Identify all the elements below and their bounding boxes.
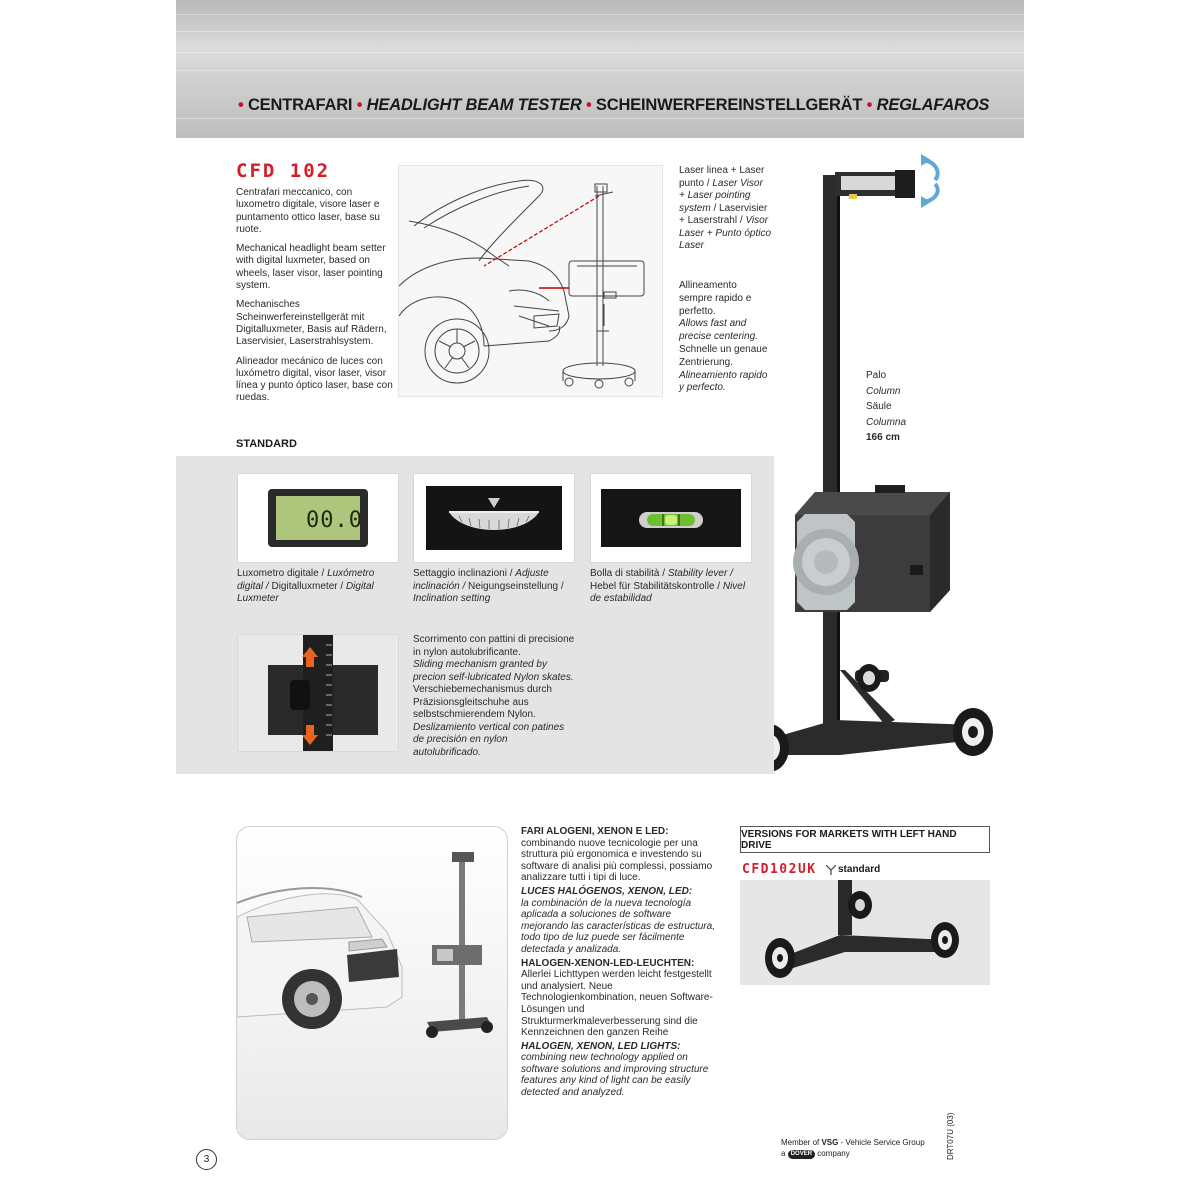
spirit-level-icon <box>591 474 751 562</box>
column-label: Palo Column Säule Columna 166 cm <box>866 370 907 443</box>
versions-heading: VERSIONS FOR MARKETS WITH LEFT HAND DRIVE <box>740 826 990 853</box>
desc-de: Mechanisches Scheinwerfereinstellgerät mit Digitalluxmeter, Basis auf Rädern, Laservisier, Laserstrahlsystem. <box>236 299 387 348</box>
header-band <box>176 0 1024 138</box>
uk-base-photo <box>740 880 990 985</box>
model-description <box>236 187 396 412</box>
luxmeter-caption: Luxometro digitale / Luxómetro digital / Digitalluxmeter / Digital Luxmeter <box>237 568 375 604</box>
luxmeter-thumb <box>237 473 399 563</box>
laser-description: Laser linea + Laser punto / Laser Visor + Laser pointing system / Laservisier + Laserstrahl / Visor Laser + Punto óptico Laser <box>679 165 772 251</box>
inclination-dial-icon <box>414 474 574 562</box>
desc-en: Mechanical headlight beam setter with digital luxmeter, based on wheels, laser visor, laser pointing system. <box>236 243 386 292</box>
level-thumb <box>590 473 752 563</box>
car-with-tester-photo <box>236 826 508 1140</box>
model-title: CFD 102 <box>236 160 331 182</box>
inclination-caption: Settaggio inclinazioni / Adjuste inclinación / Neigungseinstellung / Inclination setting <box>413 568 564 604</box>
sliding-thumb <box>237 634 399 752</box>
car-tester-image <box>237 827 508 1140</box>
member-note: Member of VSG - Vehicle Service Group a DOVER company <box>781 1138 925 1158</box>
inclination-thumb <box>413 473 575 563</box>
car-drawing-icon <box>399 166 664 398</box>
level-caption: Bolla di stabilità / Stability lever / Hebel für Stabilitätskontrolle / Nivel de estabilidad <box>590 568 746 604</box>
alignment-description: Allineamento sempre rapido e perfetto. Allows fast and precise centering. Schnelle un genaue Zentrierung. Alineamiento rapido y perfecto. <box>679 280 768 394</box>
sliding-description: Scorrimento con pattini di precisione in nylon autolubrificante. Sliding mechanism granted by precion self-lubricated Nylon skates. Verschiebemechanismus durch Präzisionsgleitschuhe aus selbstschmierendem Nylon. Deslizamiento vertical con patines de precisión en nylon autolubrificado. <box>413 634 575 758</box>
sliding-mechanism-icon <box>238 635 398 751</box>
dover-logo: DOVER <box>788 1150 815 1159</box>
technical-drawing <box>398 165 663 397</box>
page-title: • CENTRAFARI • HEADLIGHT BEAM TESTER • SCHEINWERFEREINSTELLGERÄT • REGLAFAROS <box>238 96 990 114</box>
lcd-value: 00.0 <box>306 508 363 533</box>
lights-description: FARI ALOGENI, XENON E LED: combinando nuove tecnicologie per una struttura più ergonomica e investendo su software di analisi più complessi, possiamo analizzare tutti i tipi di luce. LUCES HALÓGENOS, XENON, LED: la combinación de la nueva tecnología aplicada a soluciones de software mejorando las características de estructura, todo tipo de luz puede ser fácilmente detectada y analizada. HALOGEN-XENON-LED-LEUCHTEN: Allerlei Lichttypen werden leicht festgestellt und analysiert. Neue Technologienkombination, neuen Software-Lösungen und Strukturmerkmaleverbesserung sind die Kennzeichnen den ganzen Reihe HALOGEN, XENON, LED LIGHTS: combining new technology applied on software solutions and improving structure features any kind of light can be easily detected and analyzed. <box>521 826 715 1099</box>
document-code: DRT07U (03) <box>946 1112 955 1160</box>
uk-standard-label: standard <box>838 864 881 875</box>
headlight-tester-product-image <box>745 150 1005 780</box>
page-number: 3 <box>196 1149 217 1170</box>
uk-flag-icon <box>826 865 836 875</box>
uk-model-name: CFD102UK <box>742 862 817 877</box>
standard-heading: STANDARD <box>236 438 297 450</box>
uk-base-image <box>740 880 990 985</box>
desc-es: Alineador mecánico de luces con luxómetro digital, visor laser, visor línea y punto óptico laser, base con ruedas. <box>236 355 393 404</box>
desc-it: Centrafari meccanico, con luxometro digitale, visore laser e puntamento ottico laser, base su ruote. <box>236 187 380 235</box>
